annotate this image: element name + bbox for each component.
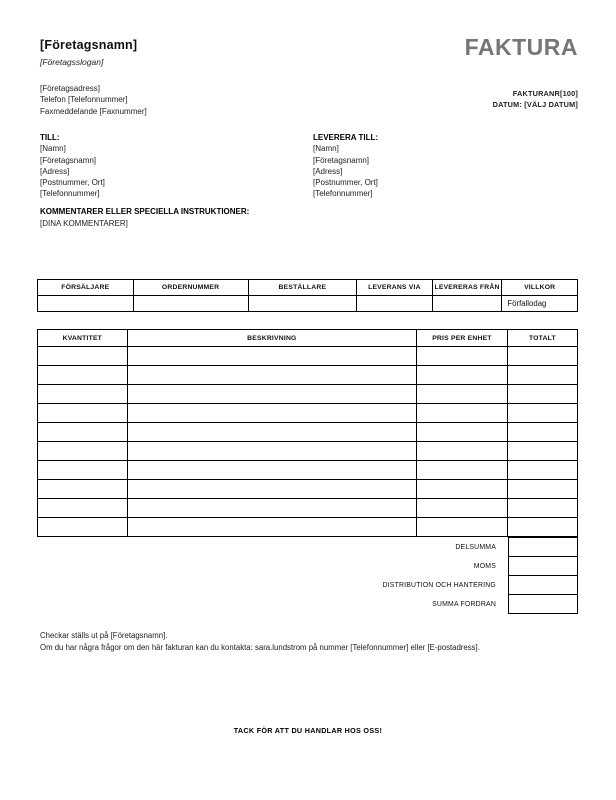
item-row (38, 385, 578, 404)
order-cell-ordernummer[interactable] (133, 296, 248, 312)
item-cell[interactable] (38, 442, 128, 461)
distribution-label: DISTRIBUTION OCH HANTERING (382, 581, 496, 589)
ship-to-name-placeholder[interactable]: [Namn] (313, 144, 339, 154)
item-cell[interactable] (507, 423, 577, 442)
footer-notes (40, 630, 480, 654)
ship-to-address-placeholder[interactable]: [Adress] (313, 166, 343, 176)
order-info-table (37, 279, 578, 312)
item-cell[interactable] (507, 404, 577, 423)
item-cell[interactable] (417, 404, 508, 423)
comments-placeholder[interactable]: [DINA KOMMENTARER] (40, 219, 128, 228)
comments-block (40, 206, 249, 230)
order-table-header-row (38, 280, 578, 296)
item-cell[interactable] (417, 442, 508, 461)
line-items-table (37, 329, 578, 537)
company-header (40, 38, 137, 67)
order-col-forsaljare: FÖRSÄLJARE (38, 280, 134, 296)
thank-you-line: TACK FÖR ATT DU HANDLAR HOS OSS! (233, 726, 383, 735)
company-fax-placeholder[interactable]: Faxmeddelande [Faxnummer] (40, 106, 147, 116)
item-cell[interactable] (507, 347, 577, 366)
item-row (38, 347, 578, 366)
totals-row-delsumma (37, 537, 578, 557)
order-col-ordernummer: ORDERNUMMER (133, 280, 248, 296)
distribution-value-box[interactable] (508, 575, 578, 595)
items-col-totalt: TOTALT (507, 330, 577, 347)
items-col-beskrivning: BESKRIVNING (127, 330, 416, 347)
ship-to-block (313, 132, 378, 200)
ship-to-zipcity-placeholder[interactable]: [Postnummer, Ort] (313, 178, 378, 188)
order-col-villkor: VILLKOR (502, 280, 578, 296)
company-name-placeholder[interactable]: [Företagsnamn] (40, 38, 138, 52)
ship-to-heading: LEVERERA TILL: (313, 133, 379, 142)
item-row (38, 461, 578, 480)
totals-row-distribution (37, 575, 578, 595)
order-cell-leverans-via[interactable] (357, 296, 433, 312)
item-cell[interactable] (127, 480, 416, 499)
item-cell[interactable] (127, 404, 416, 423)
order-cell-bestallare[interactable] (248, 296, 357, 312)
item-cell[interactable] (127, 499, 416, 518)
invoice-meta (493, 88, 578, 110)
item-cell[interactable] (38, 499, 128, 518)
item-cell[interactable] (127, 423, 416, 442)
item-cell[interactable] (417, 366, 508, 385)
item-cell[interactable] (38, 366, 128, 385)
item-cell[interactable] (38, 423, 128, 442)
item-cell[interactable] (127, 385, 416, 404)
items-table-header-row (38, 330, 578, 347)
invoice-date-field[interactable]: DATUM: [VÄLJ DATUM] (492, 100, 578, 109)
item-cell[interactable] (127, 442, 416, 461)
bill-to-phone-placeholder[interactable]: [Telefonnummer] (40, 189, 100, 199)
item-cell[interactable] (417, 385, 508, 404)
company-slogan-placeholder[interactable]: [Företagsslogan] (40, 57, 104, 67)
item-cell[interactable] (127, 461, 416, 480)
item-cell[interactable] (127, 366, 416, 385)
summa-fordran-value-box[interactable] (508, 594, 578, 614)
item-cell[interactable] (417, 518, 508, 537)
bill-to-company-placeholder[interactable]: [Företagsnamn] (40, 155, 97, 165)
items-table-body (38, 347, 578, 537)
order-col-bestallare: BESTÄLLARE (248, 280, 357, 296)
delsumma-label: DELSUMMA (455, 543, 496, 551)
moms-label: MOMS (473, 562, 496, 570)
item-row (38, 404, 578, 423)
item-cell[interactable] (507, 366, 577, 385)
totals-section (37, 537, 578, 614)
item-row (38, 499, 578, 518)
item-row (38, 480, 578, 499)
summa-fordran-label: SUMMA FORDRAN (432, 600, 496, 608)
item-cell[interactable] (38, 404, 128, 423)
company-contact (40, 83, 147, 117)
totals-row-summa-fordran (37, 594, 578, 614)
moms-value-box[interactable] (508, 556, 578, 576)
bill-to-address-placeholder[interactable]: [Adress] (40, 166, 70, 176)
item-cell[interactable] (507, 480, 577, 499)
item-cell[interactable] (417, 480, 508, 499)
footer-note-contact: Om du har några frågor om den här fakturan kan du kontakta: sara.lundstrom på nummer [Telefonnummer] eller [E-postadress]. (40, 642, 480, 652)
ship-to-company-placeholder[interactable]: [Företagsnamn] (313, 155, 370, 165)
item-cell[interactable] (38, 461, 128, 480)
item-cell[interactable] (507, 518, 577, 537)
bill-to-zipcity-placeholder[interactable]: [Postnummer, Ort] (40, 178, 105, 188)
item-cell[interactable] (507, 442, 577, 461)
bill-to-name-placeholder[interactable]: [Namn] (40, 144, 66, 154)
company-address-placeholder[interactable]: [Företagsadress] (40, 84, 101, 93)
item-cell[interactable] (38, 480, 128, 499)
totals-row-moms (37, 556, 578, 576)
item-cell[interactable] (417, 461, 508, 480)
item-cell[interactable] (507, 461, 577, 480)
document-title: FAKTURA (464, 34, 578, 60)
invoice-number-field[interactable]: FAKTURANR[100] (512, 89, 578, 98)
order-cell-forsaljare[interactable] (38, 296, 134, 312)
item-row (38, 366, 578, 385)
order-col-leverans-via: LEVERANS VIA (357, 280, 433, 296)
order-cell-levereras-fran[interactable] (432, 296, 502, 312)
order-col-levereras-fran: LEVERERAS FRÅN (432, 280, 502, 296)
item-cell[interactable] (417, 347, 508, 366)
item-row (38, 442, 578, 461)
bill-to-heading: TILL: (40, 133, 60, 142)
footer-note-checks: Checkar ställs ut på [Företagsnamn]. (40, 631, 168, 640)
item-cell[interactable] (38, 518, 128, 537)
item-cell[interactable] (38, 347, 128, 366)
items-col-pris-per-enhet: PRIS PER ENHET (417, 330, 508, 347)
item-cell[interactable] (507, 385, 577, 404)
item-cell[interactable] (127, 347, 416, 366)
item-cell[interactable] (417, 423, 508, 442)
item-cell[interactable] (38, 385, 128, 404)
ship-to-phone-placeholder[interactable]: [Telefonnummer] (313, 189, 373, 199)
company-phone-placeholder[interactable]: Telefon [Telefonnummer] (40, 95, 128, 105)
item-cell[interactable] (417, 499, 508, 518)
order-cell-villkor[interactable]: Förfallodag (502, 296, 578, 312)
item-row (38, 518, 578, 537)
order-table-data-row (38, 296, 578, 312)
delsumma-value-box[interactable] (508, 537, 578, 557)
item-cell[interactable] (507, 499, 577, 518)
items-col-kvantitet: KVANTITET (38, 330, 128, 347)
bill-to-block (40, 132, 105, 200)
comments-heading: KOMMENTARER ELLER SPECIELLA INSTRUKTIONER: (40, 207, 250, 216)
item-cell[interactable] (127, 518, 416, 537)
item-row (38, 423, 578, 442)
